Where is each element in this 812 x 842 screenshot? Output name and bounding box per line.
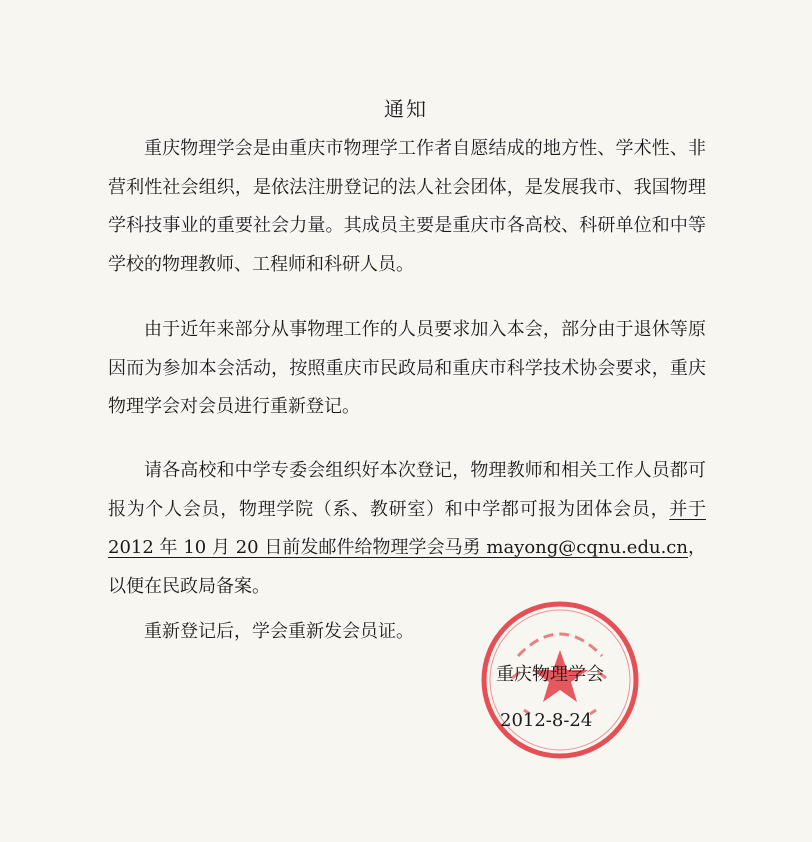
paragraph-reason: 由于近年来部分从事物理工作的人员要求加入本会，部分由于退休等原因而为参加本会活动，按照重庆市民政局和重庆市科学技术协会要求，重庆物理学会对会员进行重新登记。 — [108, 319, 706, 417]
notice-title: 通知 — [384, 97, 428, 121]
instructions-text: 请各高校和中学专委会组织好本次登记，物理教师和相关工作人员都可报为个人会员，物理学院（系、教研室）和中学都可报为团体会员， — [108, 460, 706, 520]
signature-organization: 重庆物理学会 — [496, 664, 604, 685]
paragraph-instructions — [108, 452, 706, 606]
paragraph-certificate: 重新登记后，学会重新发会员证。 — [144, 621, 414, 642]
instructions-tail: ，以便在民政局备案。 — [108, 537, 707, 597]
deadline-email-underlined: 并于 2012 年 10 月 20 日前发邮件给物理学会马勇 mayong@cqnu.edu.cn — [108, 498, 707, 558]
signature-date: 2012-8-24 — [500, 710, 593, 731]
paragraph-intro: 重庆物理学会是由重庆市物理学工作者自愿结成的地方性、学术性、非营利性社会组织，是依法注册登记的法人社会团体，是发展我市、我国物理学科技事业的重要社会力量。其成员主要是重庆市各高校、科研单位和中等学校的物理教师、工程师和科研人员。 — [108, 138, 706, 275]
